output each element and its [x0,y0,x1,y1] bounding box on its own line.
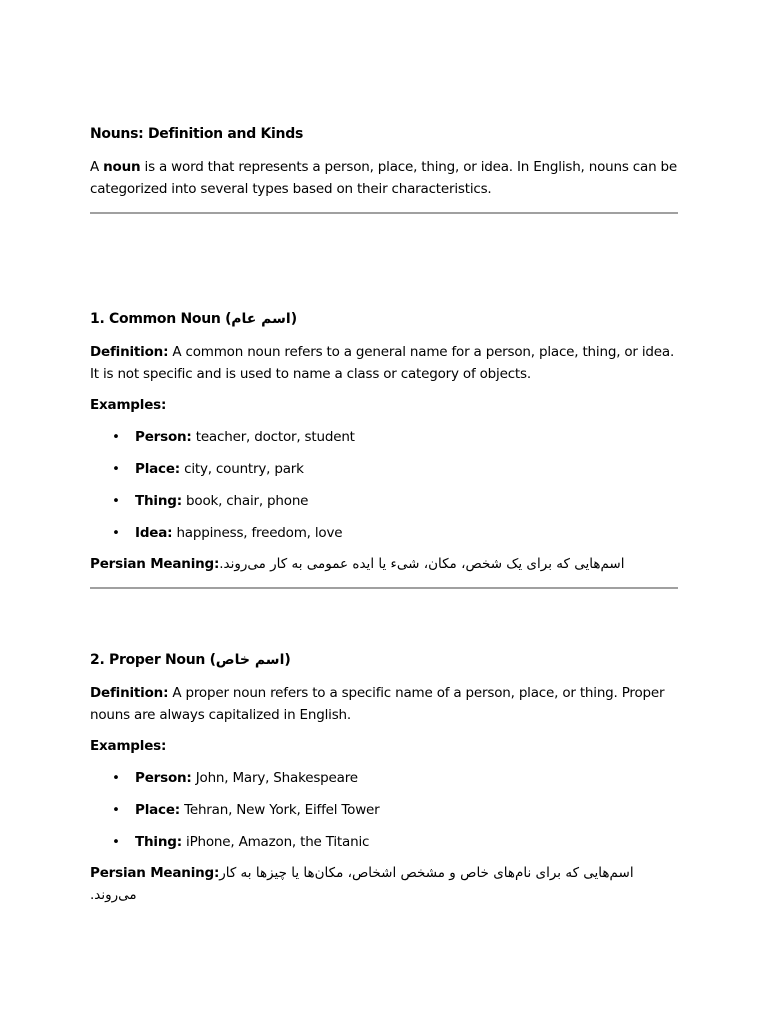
example-label: Idea: [135,525,173,541]
persian-meaning [90,553,678,575]
intro-prefix: A [90,159,104,175]
example-label: Person: [135,770,192,786]
bullet-icon: • [112,834,120,850]
section-heading-close: ) [284,652,291,668]
bullet-icon: • [112,493,120,509]
definition-paragraph [90,341,678,385]
example-text: teacher, doctor, student [191,429,355,445]
definition-text: A common noun refers to a general name for a person, place, thing, or idea. It is not specific and is used to name a class or category of objects. [90,344,675,382]
example-text: book, chair, phone [181,493,309,509]
list-item [90,832,678,852]
bullet-icon: • [112,525,120,541]
section-heading-en: 1. Common Noun ( [90,311,232,327]
definition-paragraph [90,682,678,726]
list-item [90,523,678,543]
examples-label: Examples: [90,738,167,754]
persian-meaning-text: اسم‌هایی که برای یک شخص، مکان، شیء یا ایده عمومی به کار می‌روند. [219,556,629,572]
example-label: Thing: [135,834,182,850]
example-text: Tehran, New York, Eiffel Tower [180,802,380,818]
bullet-icon: • [112,461,120,477]
example-text: John, Mary, Shakespeare [191,770,358,786]
list-item [90,427,678,447]
section-heading [90,309,678,329]
definition-label: Definition: [90,344,169,360]
persian-meaning-label: Persian Meaning: [90,865,220,881]
section-heading-en: 2. Proper Noun ( [90,652,216,668]
example-label: Place: [135,802,180,818]
persian-meaning [90,862,678,906]
definition-text: A proper noun refers to a specific name of a person, place, or thing. Proper nouns are always capitalized in English. [90,685,665,723]
example-label: Place: [135,461,180,477]
section-heading-fa: اسم عام [231,311,291,327]
divider [90,212,678,214]
section-heading-close: ) [290,311,297,327]
section-heading-fa: اسم خاص [215,652,285,668]
example-text: iPhone, Amazon, the Titanic [181,834,370,850]
example-text: happiness, freedom, love [172,525,343,541]
section-common-noun [90,309,678,589]
document-title: Nouns: Definition and Kinds [90,126,303,142]
examples-list [90,427,678,543]
section-proper-noun [90,650,678,906]
persian-meaning-label: Persian Meaning: [90,556,220,572]
examples-label: Examples: [90,397,167,413]
intro-bold-word: noun [103,159,141,175]
persian-meaning-text: اسم‌هایی که برای نام‌های خاص و مشخص اشخاص، مکان‌ها یا چیزها به کار می‌روند. [90,865,638,903]
intro-paragraph [90,156,678,200]
list-item [90,768,678,788]
section-heading [90,650,678,670]
example-label: Person: [135,429,192,445]
definition-label: Definition: [90,685,169,701]
divider [90,587,678,589]
example-text: city, country, park [180,461,304,477]
bullet-icon: • [112,802,120,818]
intro-text: is a word that represents a person, place, thing, or idea. In English, nouns can be categorized into several types based on their characteristics. [90,159,678,197]
examples-list [90,768,678,852]
list-item [90,491,678,511]
example-label: Thing: [135,493,182,509]
list-item [90,459,678,479]
bullet-icon: • [112,429,120,445]
document-body [90,124,678,906]
list-item [90,800,678,820]
bullet-icon: • [112,770,120,786]
